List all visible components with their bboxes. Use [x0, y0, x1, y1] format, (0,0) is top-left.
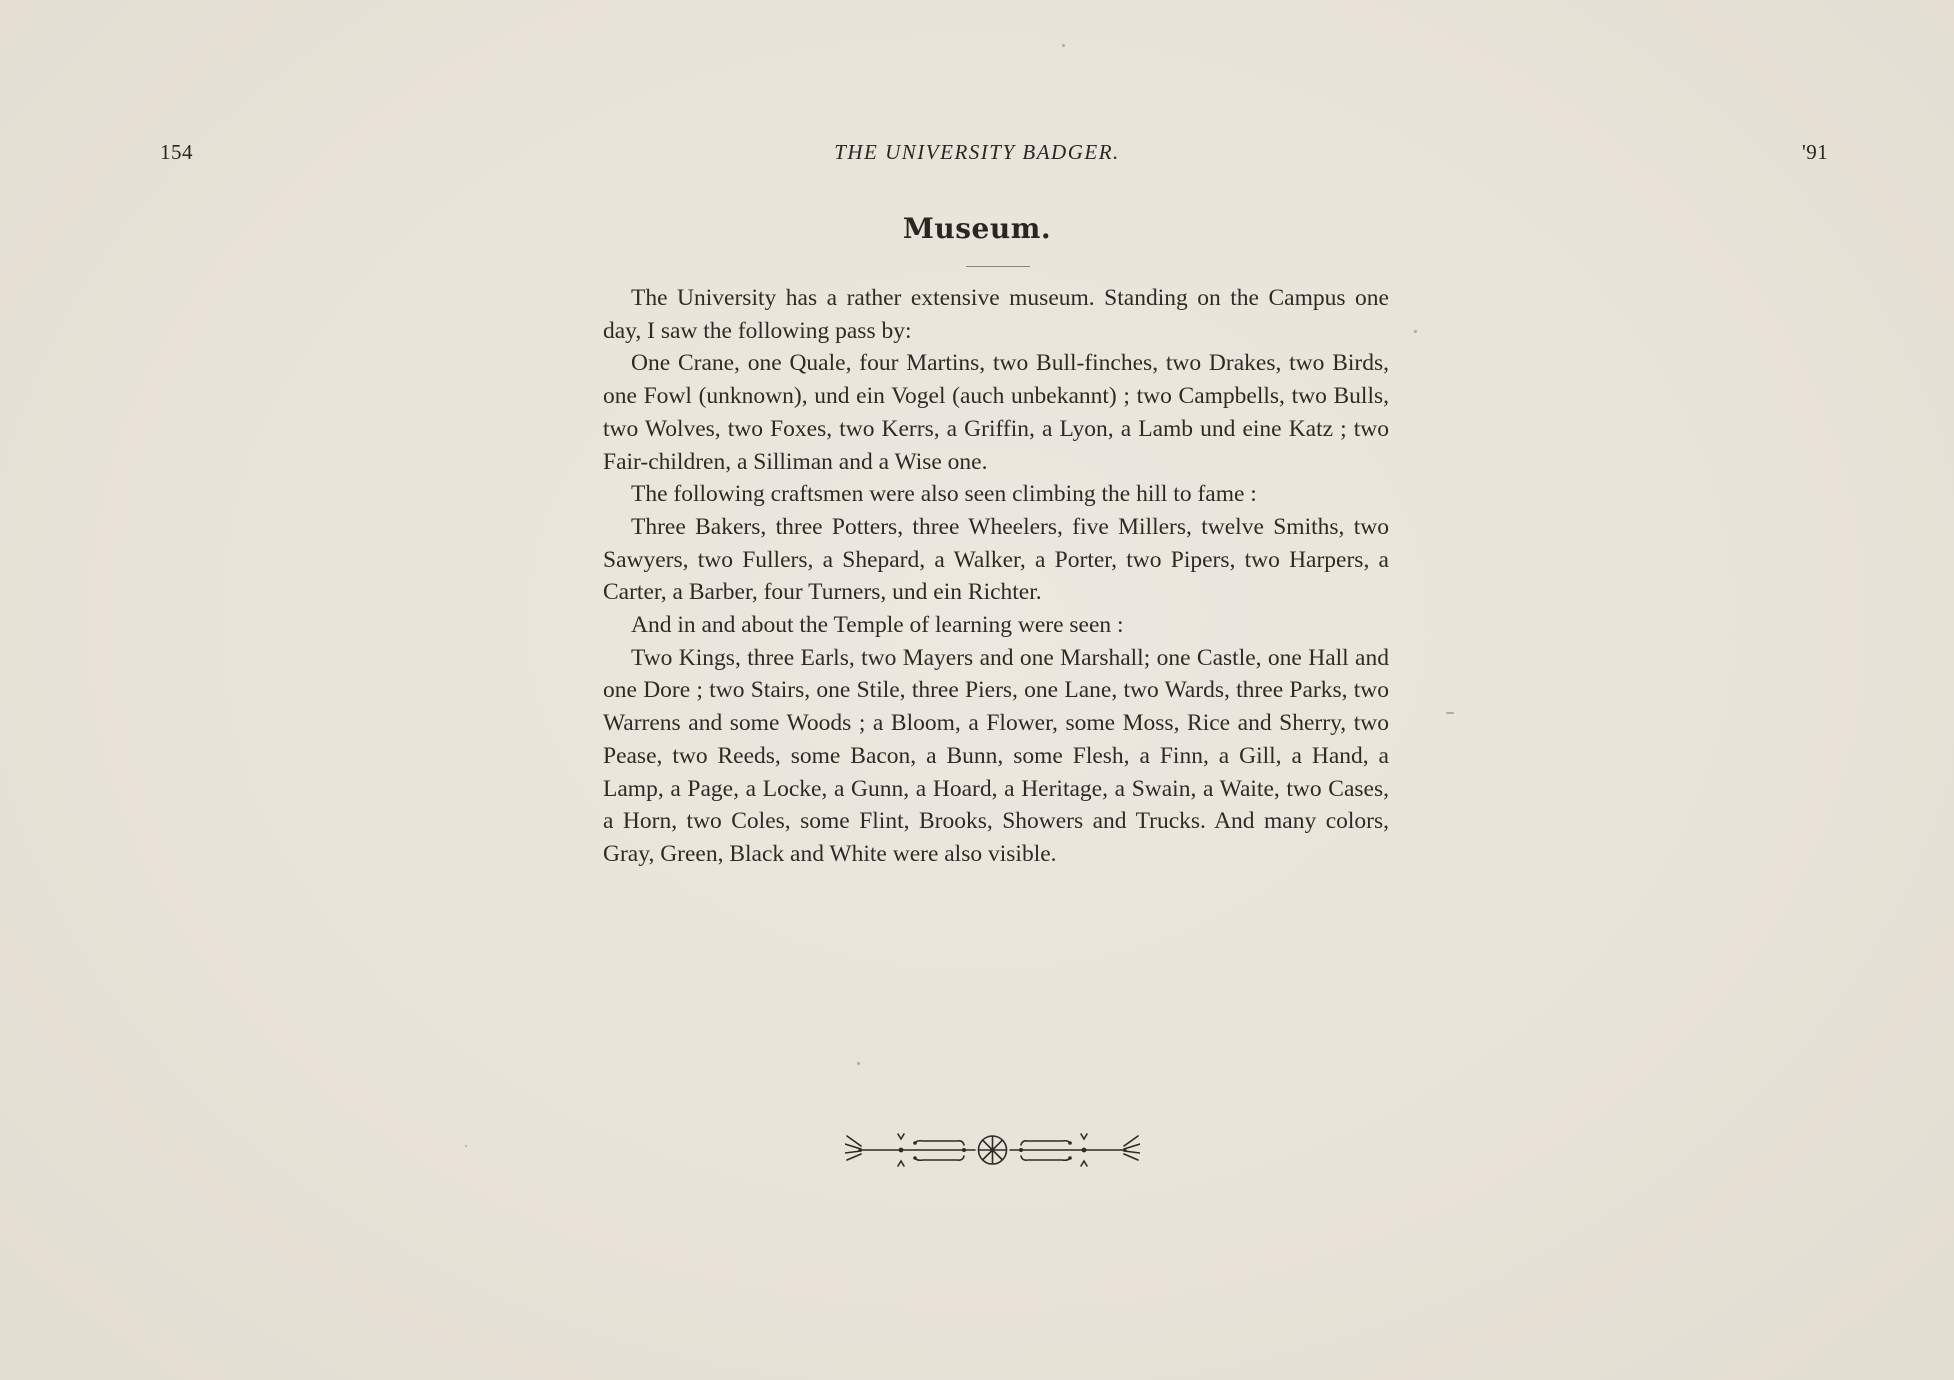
paper-speck	[857, 1062, 860, 1065]
paragraph: Three Bakers, three Potters, three Wheelers, five Millers, twelve Smiths, two Sawyers, two Fullers, a Shepard, a Walker, a Porter, two Pipers, two Harpers, a Carter, a Barber, four Turners, und ein Richter.	[603, 513, 1389, 606]
paragraph: One Crane, one Quale, four Martins, two Bull-finches, two Drakes, two Birds, one Fowl (unknown), und ein Vogel (auch unbekannt) ; two Campbells, two Bulls, two Wolves, two Foxes, two Kerrs, a Griffin, a Lyon, a Lamb und eine Katz ; two Fair-children, a Silliman and a Wise one.	[603, 350, 1389, 475]
paragraph: Two Kings, three Earls, two Mayers and one Marshall; one Castle, one Hall and one Dore ; two Stairs, one Stile, three Piers, one Lane, two Wards, three Parks, two Warrens and some Woods ; a Bloom, a Flower, some Moss, Rice and Sherry, two Pease, two Reeds, some Bacon, a Bunn, some Flesh, a Finn, a Gill, a Hand, a Lamp, a Page, a Locke, a Gunn, a Hoard, a Heritage, a Swain, a Waite, two Cases, a Horn, two Coles, some Flint, Brooks, Showers and Trucks. And many colors, Gray, Green, Black and White were also visible.	[603, 644, 1389, 867]
paper-speck	[1446, 712, 1454, 714]
paper-speck	[1414, 330, 1417, 333]
paper-speck	[1062, 44, 1065, 47]
section-title: Museum.	[902, 212, 1052, 245]
decorative-tailpiece-icon	[845, 1128, 1140, 1174]
paragraph: The following craftsmen were also seen climbing the hill to fame :	[631, 481, 1257, 508]
page-number-right: '91	[1802, 140, 1829, 164]
paragraph: The University has a rather extensive museum. Standing on the Campus one day, I saw the following pass by:	[603, 285, 1389, 344]
article-body	[603, 282, 1389, 871]
running-header-title: THE UNIVERSITY BADGER.	[834, 140, 1120, 164]
paragraph: And in and about the Temple of learning were seen :	[631, 612, 1124, 639]
paper-speck	[465, 1145, 467, 1147]
page-number-left: 154	[160, 140, 193, 164]
title-divider	[966, 266, 1030, 267]
